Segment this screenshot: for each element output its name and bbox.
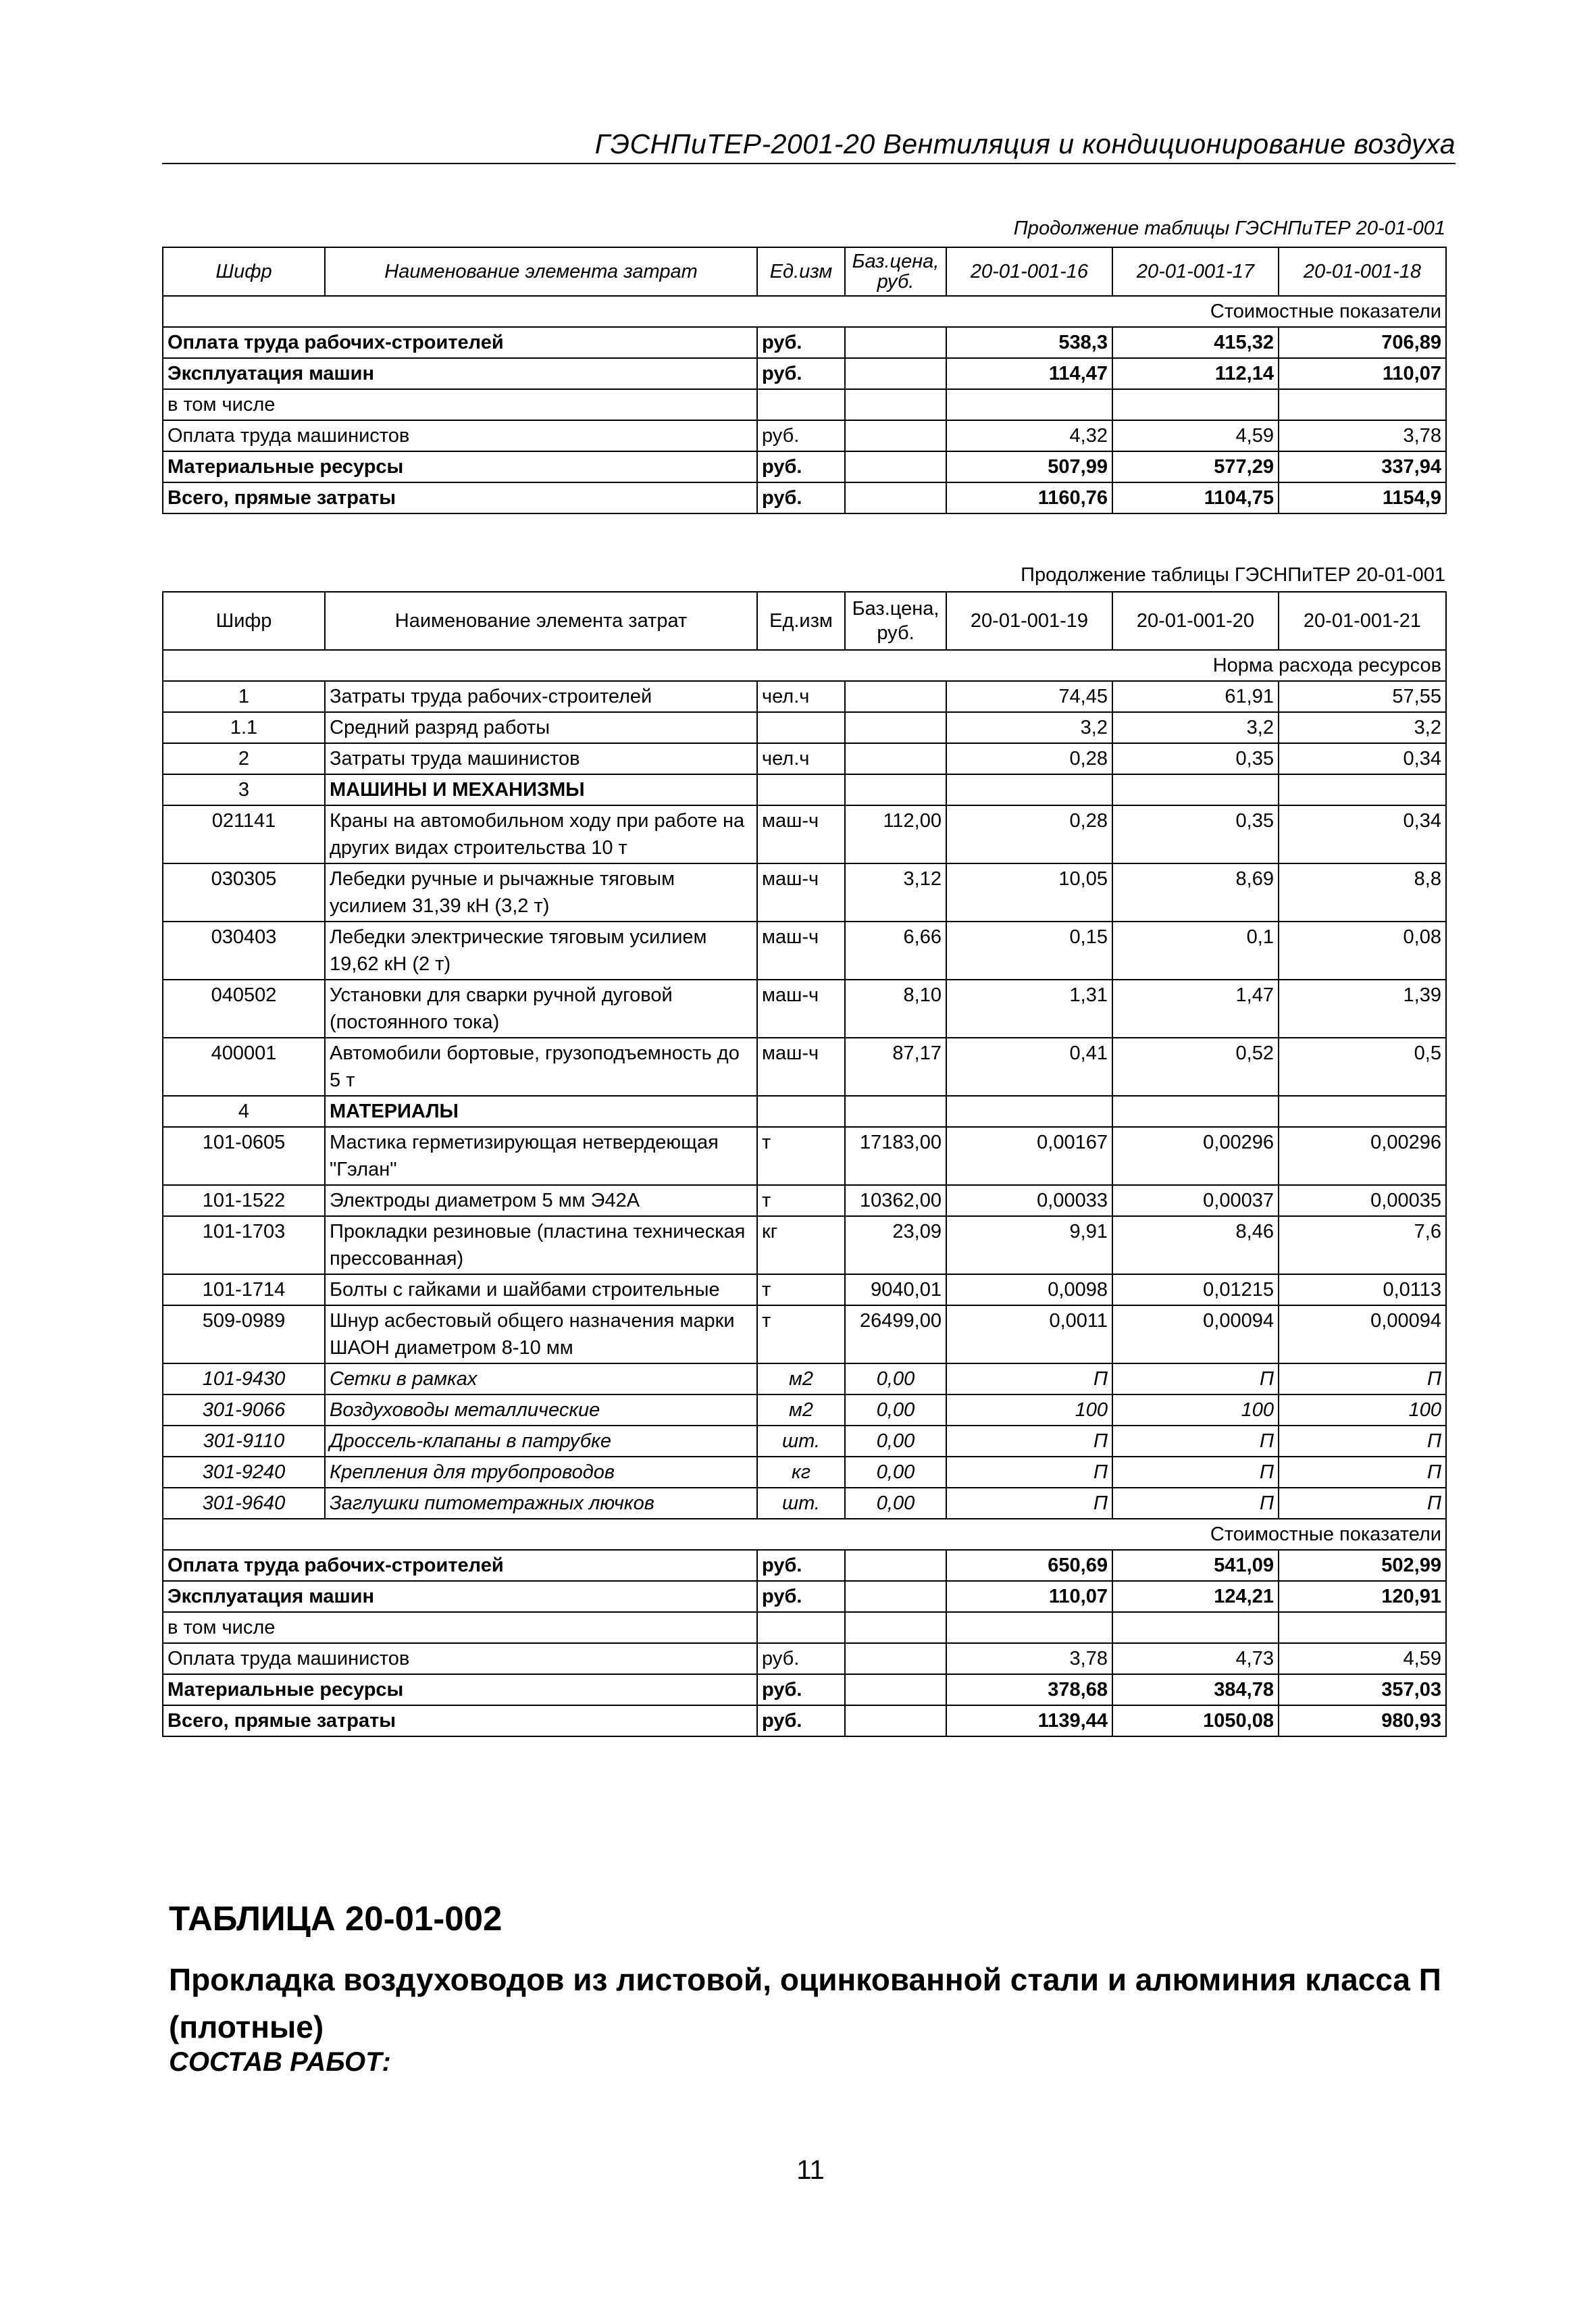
cost-row: [163, 1612, 1446, 1643]
cost-unit: руб.: [757, 1643, 845, 1674]
table2: [162, 591, 1447, 1737]
row-price: 0,00: [845, 1426, 946, 1457]
row-code: 101-1714: [163, 1274, 325, 1305]
column-header: 20-01-001-16: [946, 247, 1112, 296]
cost-unit: руб.: [757, 1705, 845, 1736]
row-price: 8,10: [845, 980, 946, 1038]
cost-value: 110,07: [946, 1581, 1112, 1612]
cost-value: [946, 1612, 1112, 1643]
section-row: [163, 296, 1446, 327]
cost-value: 538,3: [946, 327, 1112, 358]
cost-row: [163, 482, 1446, 513]
section-label: Стоимостные показатели: [163, 1519, 1446, 1550]
cost-name: Оплата труда рабочих-строителей: [163, 1550, 757, 1581]
cost-row: [163, 420, 1446, 451]
table-row: [163, 1038, 1446, 1096]
cost-value: 112,14: [1112, 358, 1279, 389]
table-row: [163, 712, 1446, 743]
cost-price: [845, 1612, 946, 1643]
row-unit: [757, 712, 845, 743]
column-header: Ед.изм: [757, 592, 845, 650]
row-value: 0,35: [1112, 805, 1279, 863]
header-row: [163, 592, 1446, 650]
cost-value: 4,32: [946, 420, 1112, 451]
row-price: 23,09: [845, 1216, 946, 1274]
cost-name: Всего, прямые затраты: [163, 1705, 757, 1736]
row-name: Затраты труда машинистов: [325, 743, 757, 774]
row-value: П: [946, 1457, 1112, 1488]
row-value: 8,8: [1279, 863, 1446, 922]
row-price: [845, 712, 946, 743]
row-code: 021141: [163, 805, 325, 863]
row-code: 101-1522: [163, 1185, 325, 1216]
cost-price: [845, 1550, 946, 1581]
column-header: Шифр: [163, 592, 325, 650]
cost-row: [163, 327, 1446, 358]
row-value: [946, 1096, 1112, 1127]
row-value: П: [946, 1426, 1112, 1457]
cost-name: Материальные ресурсы: [163, 451, 757, 482]
row-value: 0,00094: [1112, 1305, 1279, 1363]
row-value: 100: [1112, 1394, 1279, 1426]
row-unit: т: [757, 1274, 845, 1305]
row-value: 0,52: [1112, 1038, 1279, 1096]
cost-row: [163, 1581, 1446, 1612]
cost-value: 650,69: [946, 1550, 1112, 1581]
composition-label: СОСТАВ РАБОТ:: [169, 2047, 391, 2077]
row-value: 1,31: [946, 980, 1112, 1038]
table-row: [163, 1274, 1446, 1305]
row-value: 3,2: [1279, 712, 1446, 743]
next-table-title: ТАБЛИЦА 20-01-002: [169, 1899, 503, 1938]
row-value: 0,0011: [946, 1305, 1112, 1363]
cost-value: 120,91: [1279, 1581, 1446, 1612]
cost-value: 1160,76: [946, 482, 1112, 513]
row-code: 030305: [163, 863, 325, 922]
row-value: П: [1279, 1457, 1446, 1488]
row-price: 26499,00: [845, 1305, 946, 1363]
cost-value: 357,03: [1279, 1674, 1446, 1705]
table1: [162, 247, 1447, 514]
cost-value: 337,94: [1279, 451, 1446, 482]
cost-value: 4,59: [1112, 420, 1279, 451]
row-code: 301-9066: [163, 1394, 325, 1426]
cost-name: Оплата труда рабочих-строителей: [163, 327, 757, 358]
next-table-name: Прокладка воздуховодов из листовой, оцинкованной стали и алюминия класса П (плотные): [169, 1962, 1441, 2044]
row-value: П: [946, 1363, 1112, 1394]
row-name: Заглушки питометражных лючков: [325, 1488, 757, 1519]
row-value: 0,34: [1279, 743, 1446, 774]
row-value: 3,2: [1112, 712, 1279, 743]
cost-value: 4,59: [1279, 1643, 1446, 1674]
cost-price: [845, 327, 946, 358]
row-code: 301-9110: [163, 1426, 325, 1457]
row-value: 61,91: [1112, 681, 1279, 712]
row-value: 100: [1279, 1394, 1446, 1426]
column-header: 20-01-001-17: [1112, 247, 1279, 296]
row-name: Дроссель-клапаны в патрубке: [325, 1426, 757, 1457]
row-value: 0,35: [1112, 743, 1279, 774]
cost-value: 3,78: [946, 1643, 1112, 1674]
row-name: Прокладки резиновые (пластина техническая прессованная): [325, 1216, 757, 1274]
page-number: 11: [796, 2155, 825, 2185]
row-value: 0,00037: [1112, 1185, 1279, 1216]
column-header: 20-01-001-20: [1112, 592, 1279, 650]
row-name: Лебедки ручные и рычажные тяговым усилием 31,39 кН (3,2 т): [325, 863, 757, 922]
cost-value: [946, 389, 1112, 420]
row-price: 10362,00: [845, 1185, 946, 1216]
row-unit: [757, 1096, 845, 1127]
row-value: 1,39: [1279, 980, 1446, 1038]
row-value: 0,00094: [1279, 1305, 1446, 1363]
row-value: 0,08: [1279, 922, 1446, 980]
row-value: 100: [946, 1394, 1112, 1426]
column-header: Ед.изм: [757, 247, 845, 296]
row-unit: маш-ч: [757, 805, 845, 863]
row-value: 10,05: [946, 863, 1112, 922]
row-value: 0,41: [946, 1038, 1112, 1096]
cost-name: Оплата труда машинистов: [163, 1643, 757, 1674]
cost-name: Эксплуатация машин: [163, 1581, 757, 1612]
cost-price: [845, 1581, 946, 1612]
row-value: 0,28: [946, 805, 1112, 863]
column-header: Наименование элемента затрат: [325, 247, 757, 296]
cost-row: [163, 358, 1446, 389]
cost-row: [163, 1643, 1446, 1674]
cost-value: 502,99: [1279, 1550, 1446, 1581]
column-header: Шифр: [163, 247, 325, 296]
section-label: Стоимостные показатели: [163, 296, 1446, 327]
row-unit: м2: [757, 1394, 845, 1426]
row-value: П: [1279, 1488, 1446, 1519]
table-row: [163, 1363, 1446, 1394]
row-unit: шт.: [757, 1488, 845, 1519]
cost-value: 378,68: [946, 1674, 1112, 1705]
row-unit: [757, 774, 845, 805]
row-code: 509-0989: [163, 1305, 325, 1363]
row-value: 1,47: [1112, 980, 1279, 1038]
column-header: Баз.цена, руб.: [845, 247, 946, 296]
cost-price: [845, 451, 946, 482]
cost-value: 706,89: [1279, 327, 1446, 358]
table-row: [163, 1127, 1446, 1185]
cost-price: [845, 1674, 946, 1705]
cost-unit: руб.: [757, 358, 845, 389]
cost-unit: руб.: [757, 420, 845, 451]
table-row: [163, 774, 1446, 805]
row-unit: маш-ч: [757, 922, 845, 980]
row-value: [1112, 774, 1279, 805]
cost-value: 124,21: [1112, 1581, 1279, 1612]
row-unit: шт.: [757, 1426, 845, 1457]
table-row: [163, 1305, 1446, 1363]
row-code: 301-9640: [163, 1488, 325, 1519]
row-value: П: [1112, 1363, 1279, 1394]
row-name: Автомобили бортовые, грузоподъемность до 5 т: [325, 1038, 757, 1096]
row-value: 0,00296: [1112, 1127, 1279, 1185]
row-price: [845, 774, 946, 805]
section-label: Норма расхода ресурсов: [163, 650, 1446, 681]
table-row: [163, 922, 1446, 980]
cost-price: [845, 358, 946, 389]
cost-price: [845, 389, 946, 420]
table-row: [163, 1216, 1446, 1274]
row-code: 3: [163, 774, 325, 805]
row-name: Болты с гайками и шайбами строительные: [325, 1274, 757, 1305]
cost-unit: руб.: [757, 482, 845, 513]
row-price: 17183,00: [845, 1127, 946, 1185]
row-value: 0,15: [946, 922, 1112, 980]
norm-row: [163, 650, 1446, 681]
cost-name: Эксплуатация машин: [163, 358, 757, 389]
row-value: 74,45: [946, 681, 1112, 712]
cost-name: Всего, прямые затраты: [163, 482, 757, 513]
row-value: 0,00296: [1279, 1127, 1446, 1185]
row-price: 0,00: [845, 1488, 946, 1519]
row-unit: кг: [757, 1457, 845, 1488]
row-value: 9,91: [946, 1216, 1112, 1274]
row-price: 0,00: [845, 1457, 946, 1488]
column-header: Баз.цена, руб.: [845, 592, 946, 650]
cost-price: [845, 1705, 946, 1736]
table-row: [163, 1457, 1446, 1488]
table-row: [163, 805, 1446, 863]
row-price: 6,66: [845, 922, 946, 980]
row-unit: т: [757, 1127, 845, 1185]
row-price: 0,00: [845, 1363, 946, 1394]
row-name: Установки для сварки ручной дуговой (постоянного тока): [325, 980, 757, 1038]
row-value: 0,0113: [1279, 1274, 1446, 1305]
cost-name: в том числе: [163, 1612, 757, 1643]
cost-value: 384,78: [1112, 1674, 1279, 1705]
row-name: Воздуховоды металлические: [325, 1394, 757, 1426]
row-unit: м2: [757, 1363, 845, 1394]
cost-price: [845, 420, 946, 451]
table2-caption: Продолжение таблицы ГЭСНПиТЕР 20-01-001: [1021, 564, 1445, 586]
row-price: 87,17: [845, 1038, 946, 1096]
cost-unit: руб.: [757, 327, 845, 358]
row-code: 1.1: [163, 712, 325, 743]
table-row: [163, 1394, 1446, 1426]
cost-value: 110,07: [1279, 358, 1446, 389]
header-row: [163, 247, 1446, 296]
cost-unit: руб.: [757, 1674, 845, 1705]
row-code: 2: [163, 743, 325, 774]
cost-value: 541,09: [1112, 1550, 1279, 1581]
cost-value: [1112, 1612, 1279, 1643]
row-value: 7,6: [1279, 1216, 1446, 1274]
row-unit: маш-ч: [757, 980, 845, 1038]
column-header: Наименование элемента затрат: [325, 592, 757, 650]
cost-name: Оплата труда машинистов: [163, 420, 757, 451]
row-code: 101-0605: [163, 1127, 325, 1185]
row-code: 101-1703: [163, 1216, 325, 1274]
row-name: Затраты труда рабочих-строителей: [325, 681, 757, 712]
cost-value: 1050,08: [1112, 1705, 1279, 1736]
row-name: Краны на автомобильном ходу при работе на других видах строительства 10 т: [325, 805, 757, 863]
row-value: 0,1: [1112, 922, 1279, 980]
row-value: 8,69: [1112, 863, 1279, 922]
row-value: П: [1112, 1426, 1279, 1457]
row-name: МАШИНЫ И МЕХАНИЗМЫ: [325, 774, 757, 805]
row-code: 1: [163, 681, 325, 712]
row-name: Шнур асбестовый общего назначения марки ШАОН диаметром 8-10 мм: [325, 1305, 757, 1363]
row-value: 3,2: [946, 712, 1112, 743]
row-name: Мастика герметизирующая нетвердеющая "Гэлан": [325, 1127, 757, 1185]
row-price: [845, 681, 946, 712]
cost-value: [1112, 389, 1279, 420]
row-value: 0,0098: [946, 1274, 1112, 1305]
row-value: [1279, 1096, 1446, 1127]
cost-unit: руб.: [757, 1581, 845, 1612]
cost-value: 507,99: [946, 451, 1112, 482]
cost-unit: руб.: [757, 451, 845, 482]
row-value: П: [1279, 1426, 1446, 1457]
table-row: [163, 1096, 1446, 1127]
row-value: П: [946, 1488, 1112, 1519]
row-code: 301-9240: [163, 1457, 325, 1488]
cost-unit: [757, 389, 845, 420]
cost-value: 980,93: [1279, 1705, 1446, 1736]
cost-value: [1279, 389, 1446, 420]
cost-row: [163, 451, 1446, 482]
row-price: 3,12: [845, 863, 946, 922]
cost-value: 3,78: [1279, 420, 1446, 451]
table-row: [163, 1488, 1446, 1519]
row-unit: чел.ч: [757, 743, 845, 774]
cost-row: [163, 1674, 1446, 1705]
table-row: [163, 980, 1446, 1038]
row-unit: т: [757, 1185, 845, 1216]
row-unit: маш-ч: [757, 863, 845, 922]
cost-unit: руб.: [757, 1550, 845, 1581]
cost-name: в том числе: [163, 389, 757, 420]
cost-value: 577,29: [1112, 451, 1279, 482]
cost-price: [845, 1643, 946, 1674]
row-price: [845, 1096, 946, 1127]
row-code: 030403: [163, 922, 325, 980]
row-value: 0,01215: [1112, 1274, 1279, 1305]
row-name: Средний разряд работы: [325, 712, 757, 743]
row-value: 8,46: [1112, 1216, 1279, 1274]
running-header: ГЭСНПиТЕР-2001-20 Вентиляция и кондиционирование воздуха: [162, 128, 1456, 164]
table-row: [163, 681, 1446, 712]
row-name: МАТЕРИАЛЫ: [325, 1096, 757, 1127]
cost-value: 1104,75: [1112, 482, 1279, 513]
table-row: [163, 1185, 1446, 1216]
column-header: 20-01-001-19: [946, 592, 1112, 650]
cost-row: [163, 389, 1446, 420]
row-unit: чел.ч: [757, 681, 845, 712]
row-value: 0,00035: [1279, 1185, 1446, 1216]
row-value: 0,5: [1279, 1038, 1446, 1096]
row-value: [1112, 1096, 1279, 1127]
row-price: 9040,01: [845, 1274, 946, 1305]
row-code: 040502: [163, 980, 325, 1038]
row-value: 0,34: [1279, 805, 1446, 863]
table-row: [163, 1426, 1446, 1457]
row-value: [946, 774, 1112, 805]
section-row: [163, 1519, 1446, 1550]
row-unit: маш-ч: [757, 1038, 845, 1096]
cost-value: 415,32: [1112, 327, 1279, 358]
table1-caption: Продолжение таблицы ГЭСНПиТЕР 20-01-001: [1013, 218, 1445, 239]
row-value: [1279, 774, 1446, 805]
cost-unit: [757, 1612, 845, 1643]
row-value: П: [1112, 1457, 1279, 1488]
cost-row: [163, 1550, 1446, 1581]
row-value: 0,28: [946, 743, 1112, 774]
cost-name: Материальные ресурсы: [163, 1674, 757, 1705]
row-name: Лебедки электрические тяговым усилием 19,62 кН (2 т): [325, 922, 757, 980]
row-code: 4: [163, 1096, 325, 1127]
cost-value: 1154,9: [1279, 482, 1446, 513]
row-value: 0,00167: [946, 1127, 1112, 1185]
row-value: 0,00033: [946, 1185, 1112, 1216]
row-price: 0,00: [845, 1394, 946, 1426]
column-header: 20-01-001-21: [1279, 592, 1446, 650]
row-unit: т: [757, 1305, 845, 1363]
row-unit: кг: [757, 1216, 845, 1274]
table-row: [163, 743, 1446, 774]
cost-value: 114,47: [946, 358, 1112, 389]
cost-value: 1139,44: [946, 1705, 1112, 1736]
cost-row: [163, 1705, 1446, 1736]
row-value: П: [1279, 1363, 1446, 1394]
table-row: [163, 863, 1446, 922]
cost-price: [845, 482, 946, 513]
cost-value: 4,73: [1112, 1643, 1279, 1674]
row-name: Электроды диаметром 5 мм Э42А: [325, 1185, 757, 1216]
row-name: Крепления для трубопроводов: [325, 1457, 757, 1488]
row-value: 57,55: [1279, 681, 1446, 712]
row-code: 400001: [163, 1038, 325, 1096]
row-value: П: [1112, 1488, 1279, 1519]
row-code: 101-9430: [163, 1363, 325, 1394]
cost-value: [1279, 1612, 1446, 1643]
row-price: [845, 743, 946, 774]
row-name: Сетки в рамках: [325, 1363, 757, 1394]
row-price: 112,00: [845, 805, 946, 863]
column-header: 20-01-001-18: [1279, 247, 1446, 296]
